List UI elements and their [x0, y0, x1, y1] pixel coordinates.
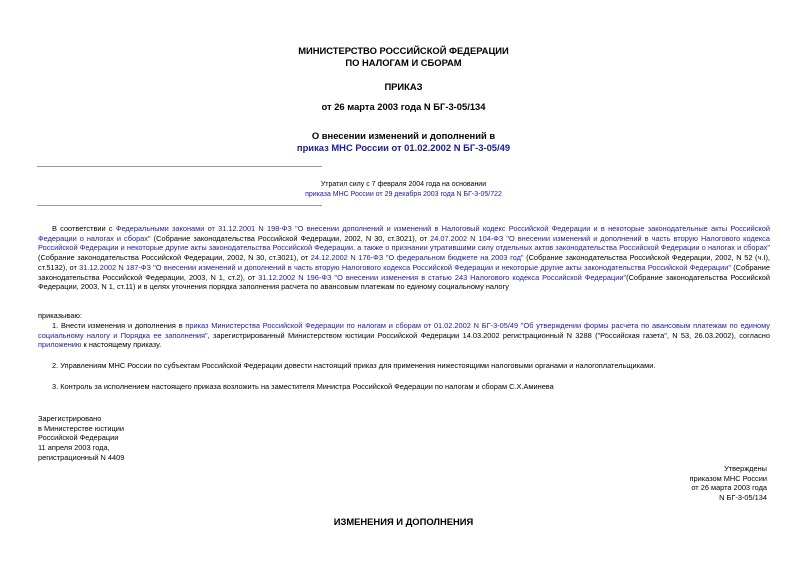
- section-title: ИЗМЕНЕНИЯ И ДОПОЛНЕНИЯ: [333, 516, 474, 527]
- ministry-title-line1: МИНИСТЕРСТВО РОССИЙСКОЙ ФЕДЕРАЦИИ: [298, 45, 509, 56]
- law-link-198fz[interactable]: Федеральными законами от 31.12.2001 N 198-ФЗ "О внесении дополнений и изменений в Налоговый кодекс Российской Федерации и в некоторые законодательные акты Российской Федерации о налогах и сборах": [38, 224, 770, 243]
- registration-line: Российской Федерации: [38, 433, 119, 443]
- approval-line: Утверждены: [724, 464, 767, 473]
- approval-line: N БГ-3-05/134: [719, 493, 767, 503]
- approval-block: [690, 464, 767, 503]
- document-date-number: от 26 марта 2003 года N БГ-3-05/134: [321, 101, 486, 112]
- law-link-196fz[interactable]: 31.12.2002 N 196-ФЗ "О внесении изменения в статью 243 Налогового кодекса Российской Федерации": [258, 272, 627, 282]
- item-2: 2. Управлениям МНС России по субъектам Российской Федерации довести настоящий приказ для применения нижестоящими налоговыми органами и налогоплательщиками.: [52, 361, 656, 370]
- registration-line: в Министерстве юстиции: [38, 423, 125, 433]
- item-1: 1. Внести изменения и дополнения в приказ Министерства Российской Федерации по налогам и сборам от 01.02.2002 N БГ-3-05/49 "Об утверждении формы расчета по авансовым платежам по единому социальному налогу и Порядка ее заполнения", зарегистрированный Министерством юстиции Российской Федерации 14.03.2002 регистрационный N 3288 ("Российская газета", N 53, 26.03.2002), согласно приложению к настоящему приказу.: [38, 321, 770, 350]
- order-word: приказываю:: [38, 311, 82, 320]
- approval-line: от 26 марта 2003 года: [691, 483, 767, 493]
- item-3: 3. Контроль за исполнением настоящего приказа возложить на заместителя Министра Российской Федерации по налогам и сборам С.Х.Аминева: [52, 382, 554, 391]
- registration-line: 11 апреля 2003 года,: [38, 443, 110, 453]
- preamble-paragraph: В соответствии с Федеральными законами от 31.12.2001 N 198-ФЗ "О внесении дополнений и изменений в Налоговый кодекс Российской Федерации и в некоторые законодательные акты Российской Федерации о налогах и сборах" (Собрание законодательства Российской Федерации, 2002, N 30, ст.3021), от 24.07.2002 N 104-ФЗ "О внесении изменений и дополнений в часть вторую Налогового кодекса Российской Федерации и некоторые другие акты законодательства Российской Федерации, а также о признании утратившими силу отдельных актов законодательства Российской Федерации о налогах и сборах" (Собрание законодательства Российской Федерации, 2002, N 30, ст.3021), от 24.12.2002 N 176-ФЗ "О федеральном бюджете на 2003 год" (Собрание законодательства Российской Федерации, 2002, N 52 (ч.I), ст.5132), от 31.12.2002 N 187-ФЗ "О внесении изменений и дополнений в часть вторую Налогового кодекса Российской Федерации и некоторые другие акты законодательства Российской Федерации" (Собрание законодательства Российской Федерации, 2003, N 1, ст.2), от 31.12.2002 N 196-ФЗ "О внесении изменения в статью 243 Налогового кодекса Российской Федерации"(Собрание законодательства Российской Федерации, 2003, N 1, ст.11) и в целях уточнения порядка заполнения расчета по авансовым платежам по единому социальному налогу: [38, 224, 771, 292]
- order-link-bg-3-05-49[interactable]: приказ Министерства Российской Федерации по налогам и сборам от 01.02.2002 N БГ-3-05/49 "Об утверждении формы расчета по авансовым платежам по единому социальному налогу и Порядка ее заполнения": [38, 321, 770, 340]
- status-link[interactable]: приказа МНС России от 29 декабря 2003 года N БГ-3-05/722: [305, 191, 502, 198]
- registration-block: [38, 414, 124, 463]
- approval-line: приказом МНС России: [689, 473, 767, 483]
- ministry-title-line2: ПО НАЛОГАМ И СБОРАМ: [345, 57, 462, 68]
- status-line1: Утратил силу с 7 февраля 2004 года на основании: [320, 181, 487, 188]
- subject-link[interactable]: приказ МНС России от 01.02.2002 N БГ-3-05/49: [296, 142, 511, 153]
- document-type: ПРИКАЗ: [384, 81, 423, 92]
- law-link-104fz[interactable]: 24.07.2002 N 104-ФЗ "О внесении изменений и дополнений в часть вторую Налогового кодекса Российской Федерации и некоторые другие акты законодательства Российской Федерации, а также о признании утратившими силу отдельных актов законодательства Российской Федерации о налогах и сборах": [38, 233, 770, 253]
- appendix-link[interactable]: приложению: [38, 340, 82, 350]
- law-link-176fz[interactable]: 24.12.2002 N 176-ФЗ "О федеральном бюджете на 2003 год": [310, 253, 524, 263]
- registration-line: Зарегистрировано: [38, 414, 102, 423]
- registration-line: регистрационный N 4409: [38, 452, 125, 462]
- divider-top: [37, 166, 322, 167]
- divider-bottom: [37, 205, 322, 206]
- law-link-187fz[interactable]: 31.12.2002 N 187-ФЗ "О внесении изменений и дополнений в часть вторую Налогового кодекса Российской Федерации и некоторые другие акты законодательства Российской Федерации": [79, 262, 732, 272]
- subject-line1: О внесении изменений и дополнений в: [311, 130, 496, 141]
